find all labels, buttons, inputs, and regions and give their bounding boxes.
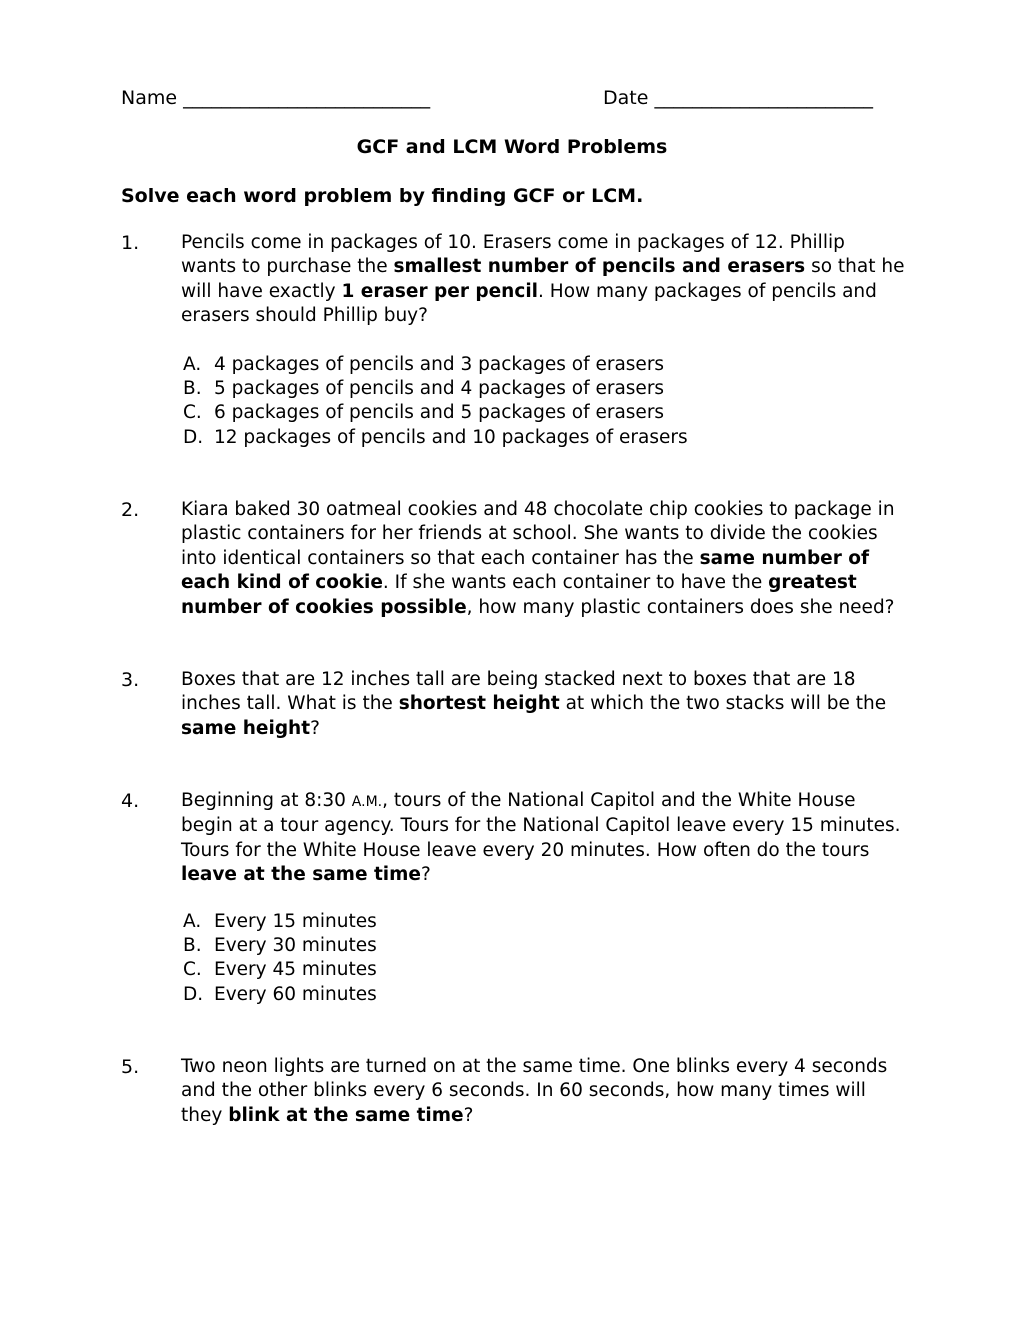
question-text-run: Boxes that are 12 inches tall are being stacked next to boxes that are 18 inches tall. What is the [181, 669, 856, 715]
choice-letter: D. [183, 426, 204, 448]
question-text-run: . If she wants each container to have the [382, 572, 769, 594]
emphasis-text: smallest number of pencils and erasers [393, 256, 806, 278]
page-title: GCF and LCM Word Problems [356, 136, 668, 158]
emphasis-text: same height [181, 717, 311, 739]
choice-letter: B. [183, 378, 202, 400]
question-text [181, 789, 905, 888]
question-number: 4. [121, 790, 140, 812]
question-text [181, 1055, 905, 1128]
name-blank: __________________________ [183, 87, 431, 109]
question-text-run: , tours of the National Capitol and the White House begin at a tour agency. Tours for the National Capitol leave every 15 minutes. Tours for the White House leave every 20 minutes. How often do the tours [181, 790, 901, 861]
choice-text: 12 packages of pencils and 10 packages of erasers [214, 426, 688, 448]
choice-letter: A. [183, 354, 202, 375]
emphasis-text: greatest number of cookies possible [181, 572, 857, 618]
choice-text: Every 15 minutes [214, 911, 377, 932]
question-text-run: ? [310, 717, 320, 739]
choice-letter: C. [183, 402, 202, 424]
choice-text: 6 packages of pencils and 5 packages of erasers [214, 402, 665, 424]
date-label: Date [603, 87, 649, 109]
question-text-run: ? [420, 864, 431, 886]
choice-letter: B. [183, 935, 202, 957]
emphasis-text: 1 eraser per pencil [341, 280, 539, 302]
answer-choice [183, 910, 377, 934]
question-number: 5. [121, 1056, 140, 1078]
question-text-run: ? [463, 1104, 474, 1126]
answer-choice [183, 401, 688, 425]
choice-list [183, 910, 377, 1007]
answer-choice [183, 377, 688, 401]
emphasis-text: shortest height [398, 693, 560, 715]
emphasis-text: leave at the same time [181, 864, 421, 886]
answer-choice [183, 983, 377, 1007]
choice-letter: A. [183, 911, 202, 932]
choice-letter: C. [183, 959, 202, 981]
answer-choice [183, 426, 688, 450]
question-text-run: . How many packages of pencils and erasers should Phillip buy? [181, 280, 877, 327]
instructions: Solve each word problem by finding GCF or LCM. [121, 185, 644, 207]
answer-choice [183, 353, 688, 377]
question-text-run: Pencils come in packages of 10. Erasers come in packages of 12. Phillip wants to purchase the [181, 232, 845, 278]
answer-choice [183, 958, 377, 982]
question-text [181, 498, 905, 620]
date-blank: _______________________ [654, 87, 873, 109]
date-field [603, 86, 873, 110]
emphasis-text: same number of each kind of cookie [181, 547, 870, 594]
question-text [181, 668, 905, 741]
question-number: 3. [121, 669, 140, 691]
answer-choice [183, 934, 377, 958]
choice-text: 5 packages of pencils and 4 packages of erasers [214, 378, 665, 400]
question-text-run: at which the two stacks will be the [559, 693, 887, 715]
choice-letter: D. [183, 983, 204, 1005]
question-text-run: A.M. [351, 794, 383, 810]
question-text-run: so that he will have exactly [181, 256, 905, 302]
question-text-run: Beginning at 8:30 [181, 790, 352, 811]
choice-text: Every 30 minutes [214, 935, 377, 957]
choice-text: 4 packages of pencils and 3 packages of erasers [214, 354, 665, 375]
choice-text: Every 60 minutes [214, 983, 377, 1005]
question-text [181, 231, 905, 329]
question-number: 2. [121, 499, 140, 521]
question-text-run: Kiara baked 30 oatmeal cookies and 48 chocolate chip cookies to package in plastic containers for her friends at school. She wants to divide the cookies into identical containers so that each container has the [181, 499, 895, 569]
emphasis-text: blink at the same time [228, 1104, 464, 1126]
choice-list [183, 353, 688, 450]
question-text-run: Two neon lights are turned on at the same time. One blinks every 4 seconds and the other blinks every 6 seconds. In 60 seconds, how many times will they [181, 1056, 888, 1126]
question-text-run: , how many plastic containers does she need? [466, 596, 895, 618]
name-label: Name [121, 87, 178, 109]
choice-text: Every 45 minutes [214, 959, 377, 981]
name-field [121, 86, 430, 110]
question-number: 1. [121, 232, 140, 254]
